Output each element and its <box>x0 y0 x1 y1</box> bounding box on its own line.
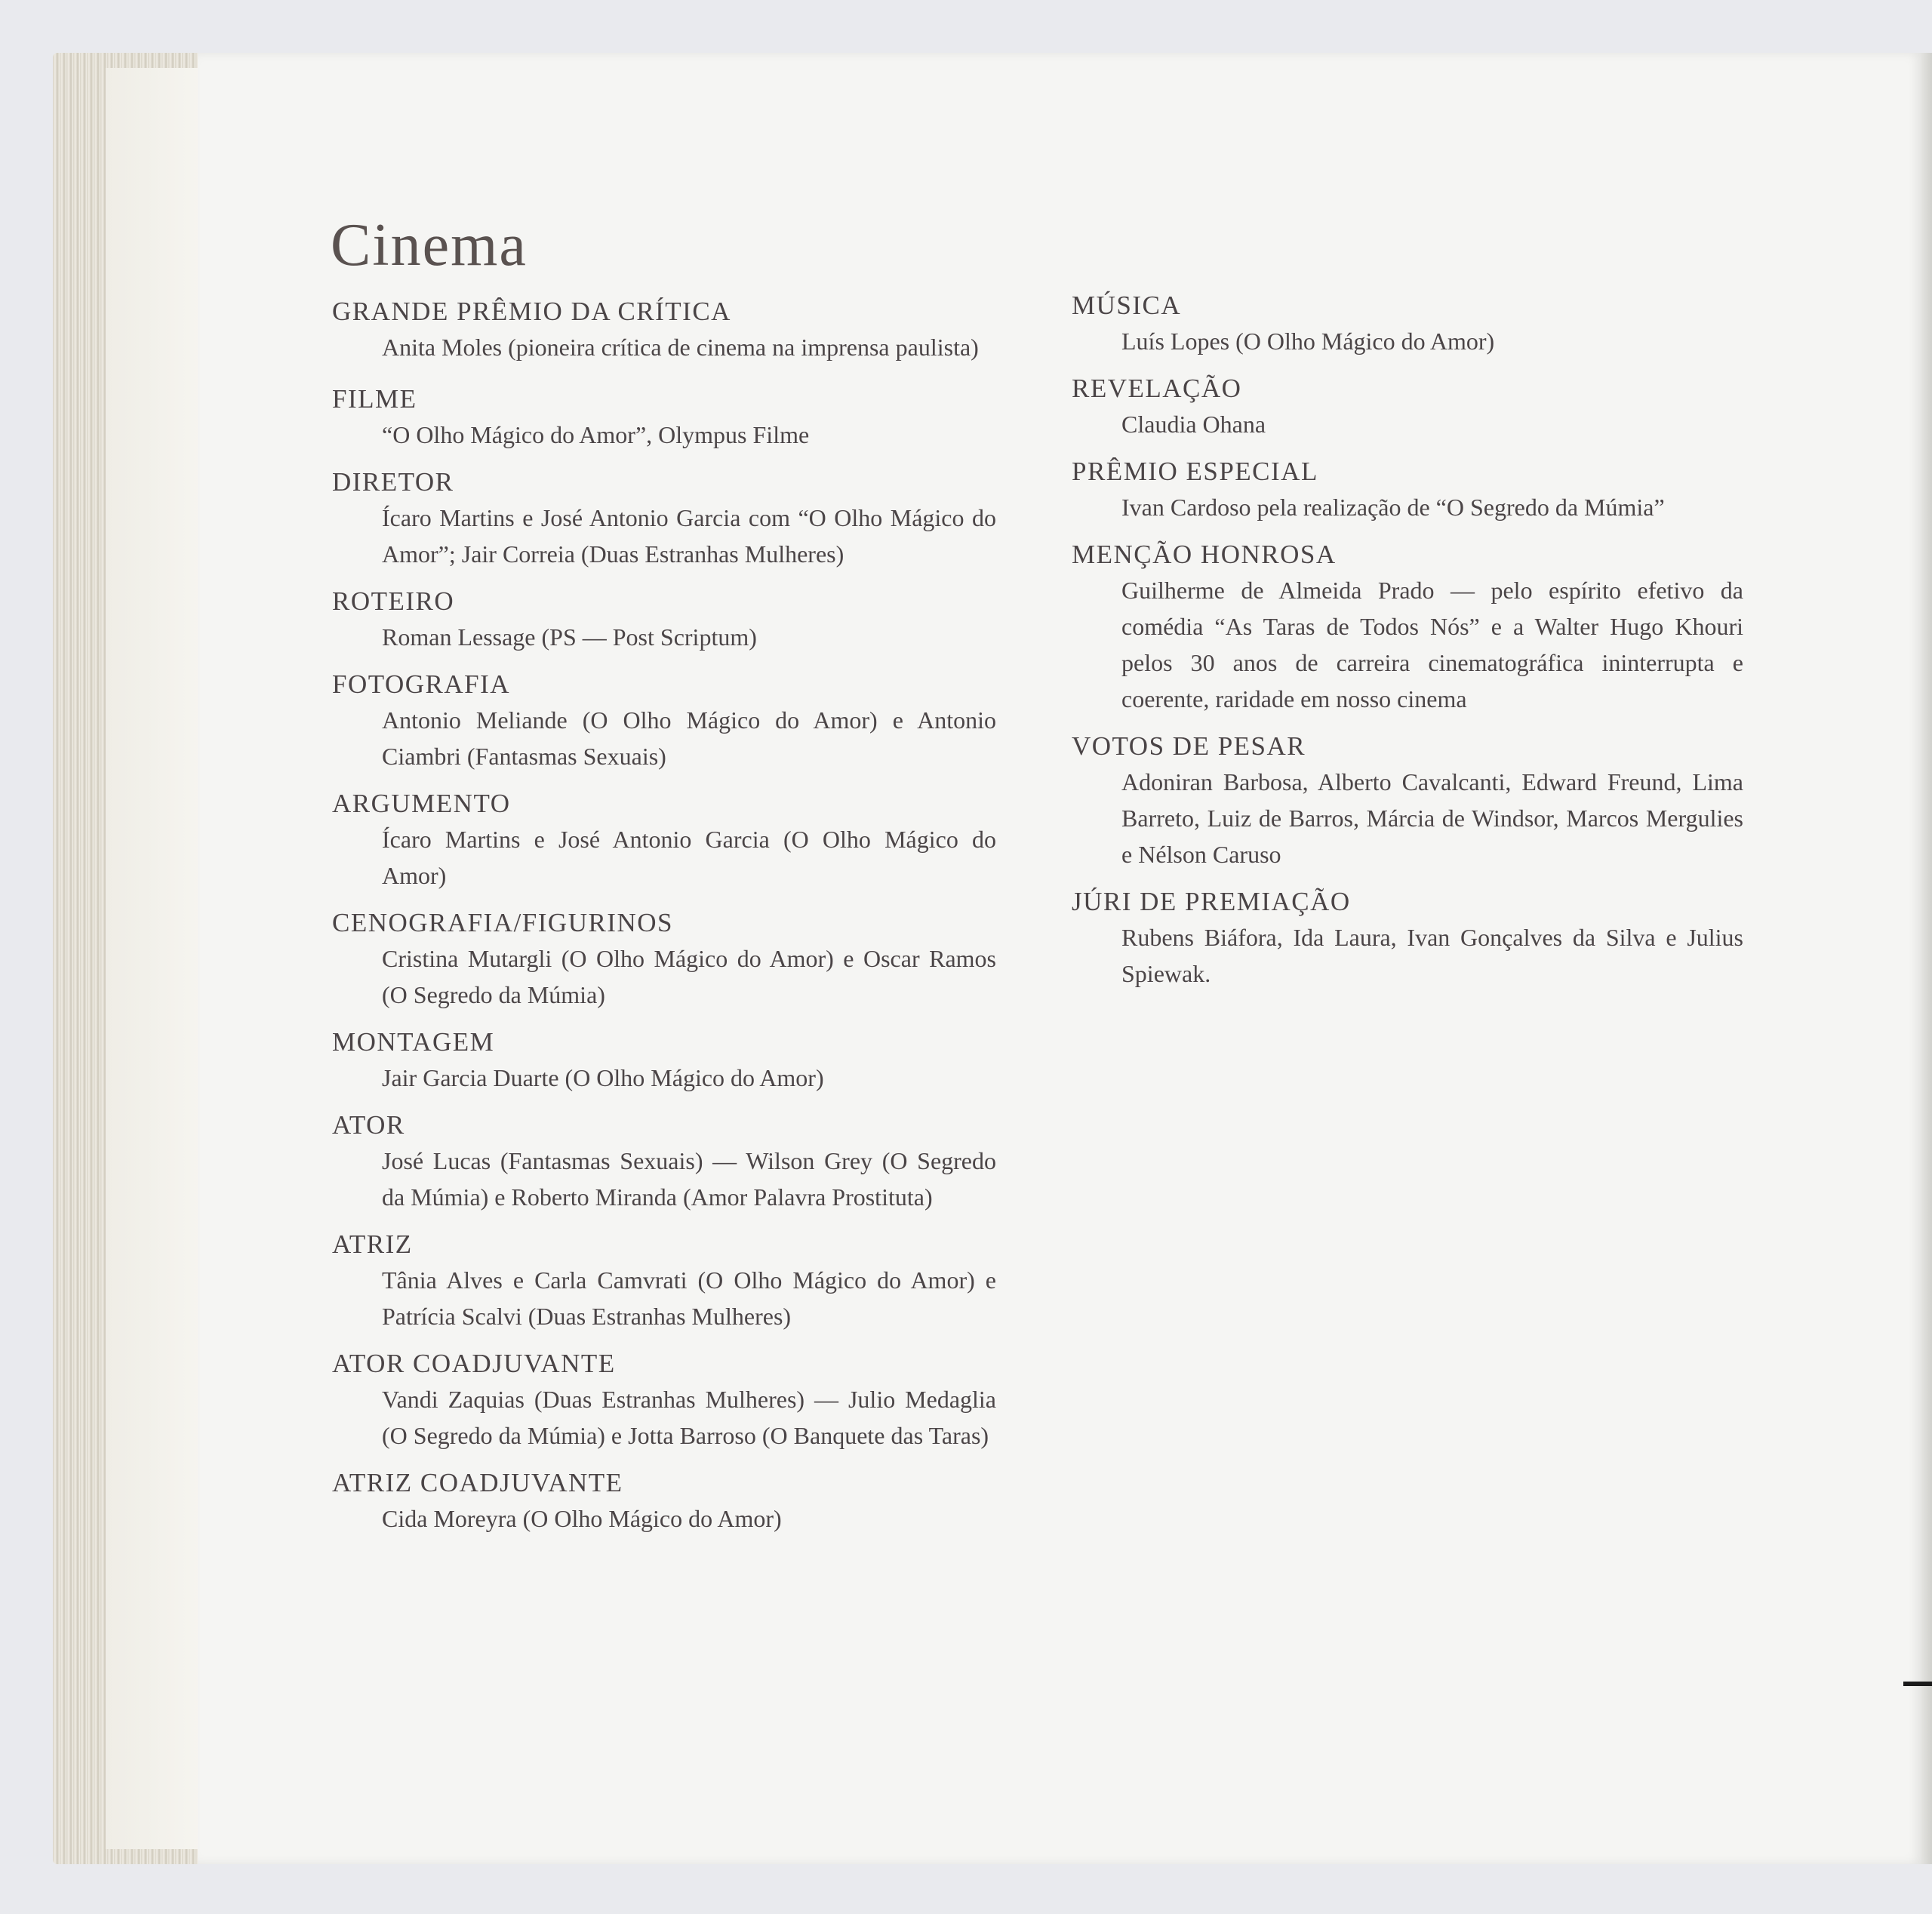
award-entry <box>332 906 996 1013</box>
award-winner: Claudia Ohana <box>1121 411 1266 438</box>
award-category: FOTOGRAFIA <box>332 669 511 699</box>
award-winner: Adoniran Barbosa, Alberto Cavalcanti, Edward Freund, Lima Barreto, Luiz de Barros, Márcia de Windsor, Marcos Mergulies e Nélson Caruso <box>1121 768 1743 868</box>
page-edge-mark <box>1903 1682 1932 1686</box>
award-entry <box>1072 288 1743 359</box>
award-winner: Roman Lessage (PS — Post Scriptum) <box>382 623 757 651</box>
award-winner: Guilherme de Almeida Prado — pelo espírito efetivo da comédia “As Taras de Todos Nós” e a Walter Hugo Khouri pelos 30 anos de carreira cinematográfica ininterrupta e coerente, raridade em nosso cinema <box>1121 577 1743 712</box>
award-entry <box>332 584 996 655</box>
award-winner: Anita Moles (pioneira crítica de cinema na imprensa paulista) <box>382 334 979 361</box>
award-winner: Ivan Cardoso pela realização de “O Segredo da Múmia” <box>1121 494 1665 521</box>
award-entry <box>332 1346 996 1454</box>
award-winner: Ícaro Martins e José Antonio Garcia (O Olho Mágico do Amor) <box>382 826 996 889</box>
award-category: FILME <box>332 384 417 414</box>
award-category: MENÇÃO HONROSA <box>1072 540 1337 569</box>
award-entry <box>1072 729 1743 872</box>
award-entry <box>332 667 996 774</box>
award-winner: Luís Lopes (O Olho Mágico do Amor) <box>1121 328 1495 355</box>
award-entry <box>332 465 996 572</box>
book-gutter <box>106 68 204 1849</box>
award-winner: Jair Garcia Duarte (O Olho Mágico do Amor) <box>382 1064 824 1091</box>
award-winner: “O Olho Mágico do Amor”, Olympus Filme <box>382 421 810 448</box>
award-winner: Tânia Alves e Carla Camvrati (O Olho Mágico do Amor) e Patrícia Scalvi (Duas Estranhas Mulheres) <box>382 1266 996 1330</box>
left-column <box>332 294 996 1549</box>
award-category: CENOGRAFIA/FIGURINOS <box>332 908 673 937</box>
award-winner: Ícaro Martins e José Antonio Garcia com “O Olho Mágico do Amor”; Jair Correia (Duas Estranhas Mulheres) <box>382 504 996 568</box>
award-entry <box>1072 885 1743 992</box>
award-category: JÚRI DE PREMIAÇÃO <box>1072 887 1351 916</box>
award-entry <box>332 1108 996 1215</box>
award-winner: Vandi Zaquias (Duas Estranhas Mulheres) — Julio Medaglia (O Segredo da Múmia) e Jotta Barroso (O Banquete das Taras) <box>382 1386 996 1449</box>
award-entry <box>332 294 996 365</box>
award-category: ATRIZ <box>332 1229 413 1259</box>
award-category: ATOR COADJUVANTE <box>332 1349 616 1378</box>
award-entry <box>332 382 996 453</box>
award-category: ROTEIRO <box>332 586 455 616</box>
award-category: REVELAÇÃO <box>1072 374 1242 403</box>
award-entry <box>1072 371 1743 442</box>
award-category: DIRETOR <box>332 467 454 497</box>
award-entry <box>1072 537 1743 717</box>
award-category: MONTAGEM <box>332 1027 495 1057</box>
award-category: GRANDE PRÊMIO DA CRÍTICA <box>332 297 731 326</box>
award-category: PRÊMIO ESPECIAL <box>1072 457 1318 486</box>
award-category: ATRIZ COADJUVANTE <box>332 1468 623 1497</box>
award-category: MÚSICA <box>1072 291 1182 320</box>
right-column <box>1072 288 1743 1004</box>
award-winner: Rubens Biáfora, Ida Laura, Ivan Gonçalves da Silva e Julius Spiewak. <box>1121 924 1743 987</box>
award-winner: Cristina Mutargli (O Olho Mágico do Amor) e Oscar Ramos (O Segredo da Múmia) <box>382 945 996 1008</box>
award-winner: Antonio Meliande (O Olho Mágico do Amor) e Antonio Ciambri (Fantasmas Sexuais) <box>382 706 996 770</box>
next-page-edge <box>1921 53 1932 1864</box>
page-title: Cinema <box>331 212 528 278</box>
award-entry <box>1072 454 1743 525</box>
award-winner: Cida Moreyra (O Olho Mágico do Amor) <box>382 1505 782 1532</box>
award-entry <box>332 1466 996 1537</box>
award-entry <box>332 1227 996 1334</box>
award-category: ATOR <box>332 1110 405 1140</box>
award-category: ARGUMENTO <box>332 789 511 818</box>
award-winner: José Lucas (Fantasmas Sexuais) — Wilson Grey (O Segredo da Múmia) e Roberto Miranda (Amor Palavra Prostituta) <box>382 1147 996 1211</box>
award-category: VOTOS DE PESAR <box>1072 731 1306 761</box>
award-entry <box>332 1025 996 1096</box>
award-entry <box>332 786 996 894</box>
